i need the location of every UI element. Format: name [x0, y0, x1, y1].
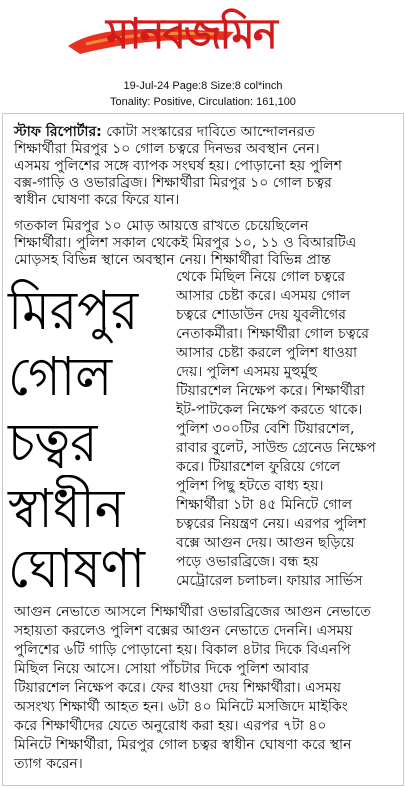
- column-line: টিয়ারশেল নিক্ষেপ করে। শিক্ষার্থীরা: [176, 383, 365, 399]
- column-line: পুলিশ পিছু হটতে বাধ্য হয়।: [176, 478, 324, 494]
- column-line: নেতাকর্মীরা। শিক্ষার্থীরা গোল চত্বরে: [176, 326, 370, 342]
- article-line: মিছিল নিয়ে আসে। সোয়া পাঁচটার দিকে পুলিশ আবার: [14, 661, 309, 677]
- headline-line: গোল: [8, 345, 113, 408]
- column-line: দেয়। পুলিশ এসময় মুহুর্মুহু: [176, 364, 318, 380]
- article-line: শিক্ষার্থীরা। পুলিশ সকাল থেকেই মিরপুর ১০, ১১ ও বিআরটিএ: [14, 235, 357, 251]
- column-line: ইট-পাটকেল নিক্ষেপ করতে থাকে।: [176, 402, 363, 418]
- article-line: অসংখ্য শিক্ষার্থী আহত হন। ৬টা ৪০ মিনিটে মসজিদে মাইকিং: [14, 699, 348, 715]
- column-line: চত্বরের নিয়ন্ত্রণ নেয়। এরপর পুলিশ: [176, 516, 367, 532]
- column-line: রাবার বুলেট, সাউন্ড গ্রেনেড নিক্ষেপ: [176, 440, 376, 456]
- column-line: করে। টিয়ারশেল ফুরিয়ে গেলে: [176, 459, 341, 475]
- clipping-meta-date-size: 19-Jul-24 Page:8 Size:8 col*inch: [123, 80, 283, 92]
- column-line: বক্সে আগুন দেয়। আগুন ছড়িয়ে: [176, 535, 355, 551]
- article-line: মোড়সহ বিভিন্ন স্থানে অবস্থান নেয়। শিক্ষার্থীরা বিভিন্ন প্রান্ত: [14, 252, 331, 268]
- article-line: গতকাল মিরপুর ১০ মোড় আয়ত্তে রাখতে চেয়েছিলেন: [14, 218, 309, 234]
- column-line: চত্বরে শোডাউন দেয় যুবলীগের: [176, 307, 346, 323]
- column-line: থেকে মিছিল নিয়ে গোল চত্বরে: [176, 269, 346, 285]
- newspaper-logo-text: মানবজমিন: [106, 9, 276, 58]
- column-line: আসার চেষ্টা করলে পুলিশ ধাওয়া: [176, 345, 358, 361]
- article-line: এসময় পুলিশের সঙ্গে ব্যাপক সংঘর্ষ হয়। পোড়ানো হয় পুলিশ: [14, 158, 342, 174]
- article-line: টিয়ারশেল নিক্ষেপ করে। ফের ধাওয়া দেয় শিক্ষার্থীরা। এসময়: [14, 680, 341, 696]
- article-line: মিনিটে শিক্ষার্থীরা, মিরপুর গোল চত্বর স্বাধীন ঘোষণা করে স্থান: [14, 737, 352, 753]
- reporter-credit: স্টাফ রিপোর্টার:: [14, 124, 102, 140]
- article-line: স্বাধীন ঘোষণা করে ফিরে যান।: [14, 192, 180, 208]
- article-line: শিক্ষার্থীরা মিরপুর ১০ গোল চত্বরে দিনভর অবস্থান নেন।: [14, 141, 320, 157]
- column-line: মেট্রোরেল চলাচল। ফায়ার সার্ভিস: [176, 573, 363, 589]
- article-first-line: [14, 124, 315, 140]
- column-line: পুলিশ ৩০০টির বেশি টিয়ারশেল,: [176, 421, 355, 437]
- article-line: ত্যাগ করেন।: [14, 756, 83, 772]
- article-line: পুলিশের ৬টি গাড়ি পোড়ানো হয়। বিকাল ৪টার দিকে বিএনপি: [14, 642, 351, 658]
- first-line-text: কোটা সংস্কারের দাবিতে আন্দোলনরত: [101, 124, 315, 140]
- headline-line: ঘোষণা: [8, 537, 146, 600]
- column-line: পড়ে ওভারব্রিজে। বন্ধ হয়: [176, 554, 319, 570]
- column-line: আসার চেষ্টা করে। এসময় গোল: [176, 288, 351, 304]
- headline-line: মিরপুর: [8, 279, 139, 342]
- article-line: আগুন নেভাতে আসলে শিক্ষার্থীরা ওভারব্রিজের আগুন নেভাতে: [14, 604, 371, 620]
- newspaper-masthead: [60, 6, 350, 68]
- article-line: বক্স-গাড়ি ও ওভারব্রিজ। শিক্ষার্থীরা মিরপুর ১০ গোল চত্বর: [14, 175, 332, 191]
- headline-line: স্বাধীন: [8, 477, 125, 540]
- column-line: শিক্ষার্থীরা ১টা ৪৫ মিনিটে গোল: [176, 497, 353, 513]
- headline-line: চত্বর: [8, 411, 98, 474]
- clipping-meta-tonality: Tonality: Positive, Circulation: 161,100: [110, 96, 296, 108]
- article-line: করে শিক্ষার্থীদের যেতে অনুরোধ করা হয়। এরপর ৭টা ৪০: [14, 718, 327, 734]
- article-line: সহায়তা করলেও পুলিশ বক্সের আগুন নেভাতে দেননি। এসময়: [14, 623, 353, 639]
